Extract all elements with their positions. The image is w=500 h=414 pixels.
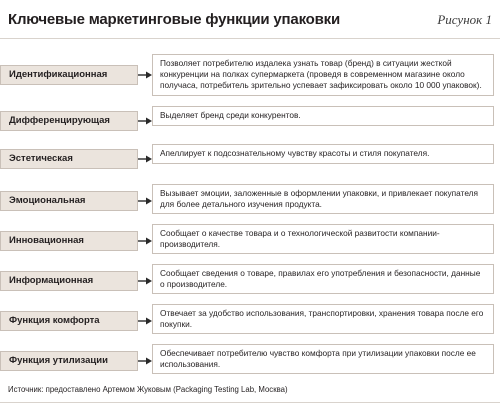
function-description: Обеспечивает потребителю чувство комфорта при утилизации упаковки после ее использования. (152, 344, 494, 374)
arrow-right-icon (138, 116, 152, 126)
function-description: Позволяет потребителю издалека узнать товар (бренд) в ситуации жесткой конкуренции на полках супермаркета (проведя в современном магазине около получаса, потребитель зрительно успевает зафиксировать около 10 000 упаковок). (152, 54, 494, 96)
arrow-right-icon (138, 276, 152, 286)
function-description: Апеллирует к подсознательному чувству красоты и стиля покупателя. (152, 144, 494, 164)
source-note: Источник: предоставлено Артемом Жуковым (Packaging Testing Lab, Москва) (8, 385, 288, 394)
bottom-divider (0, 402, 500, 403)
figure-number: Рисунок 1 (437, 12, 492, 27)
function-name: Информационная (0, 271, 138, 291)
function-name: Функция утилизации (0, 351, 138, 371)
function-name: Идентификационная (0, 65, 138, 85)
function-description: Выделяет бренд среди конкурентов. (152, 106, 494, 126)
function-description: Вызывает эмоции, заложенные в оформлении упаковки, и привлекает покупателя для более детального изучения продукта. (152, 184, 494, 214)
function-description: Сообщает о качестве товара и о технологической развитости компании-производителя. (152, 224, 494, 254)
function-name: Эстетическая (0, 149, 138, 169)
function-name: Эмоциональная (0, 191, 138, 211)
arrow-right-icon (138, 316, 152, 326)
arrow-right-icon (138, 196, 152, 206)
arrow-right-icon (138, 154, 152, 164)
function-description: Отвечает за удобство использования, транспортировки, хранения товара после его покупки. (152, 304, 494, 334)
function-name: Дифференцирующая (0, 111, 138, 131)
figure-header (0, 0, 500, 39)
figure-title: Ключевые маркетинговые функции упаковки (8, 11, 340, 28)
function-name: Инновационная (0, 231, 138, 251)
function-description: Сообщает сведения о товаре, правилах его употребления и безопасности, данные о производителе. (152, 264, 494, 294)
arrow-right-icon (138, 236, 152, 246)
function-name: Функция комфорта (0, 311, 138, 331)
arrow-right-icon (138, 356, 152, 366)
arrow-right-icon (138, 70, 152, 80)
